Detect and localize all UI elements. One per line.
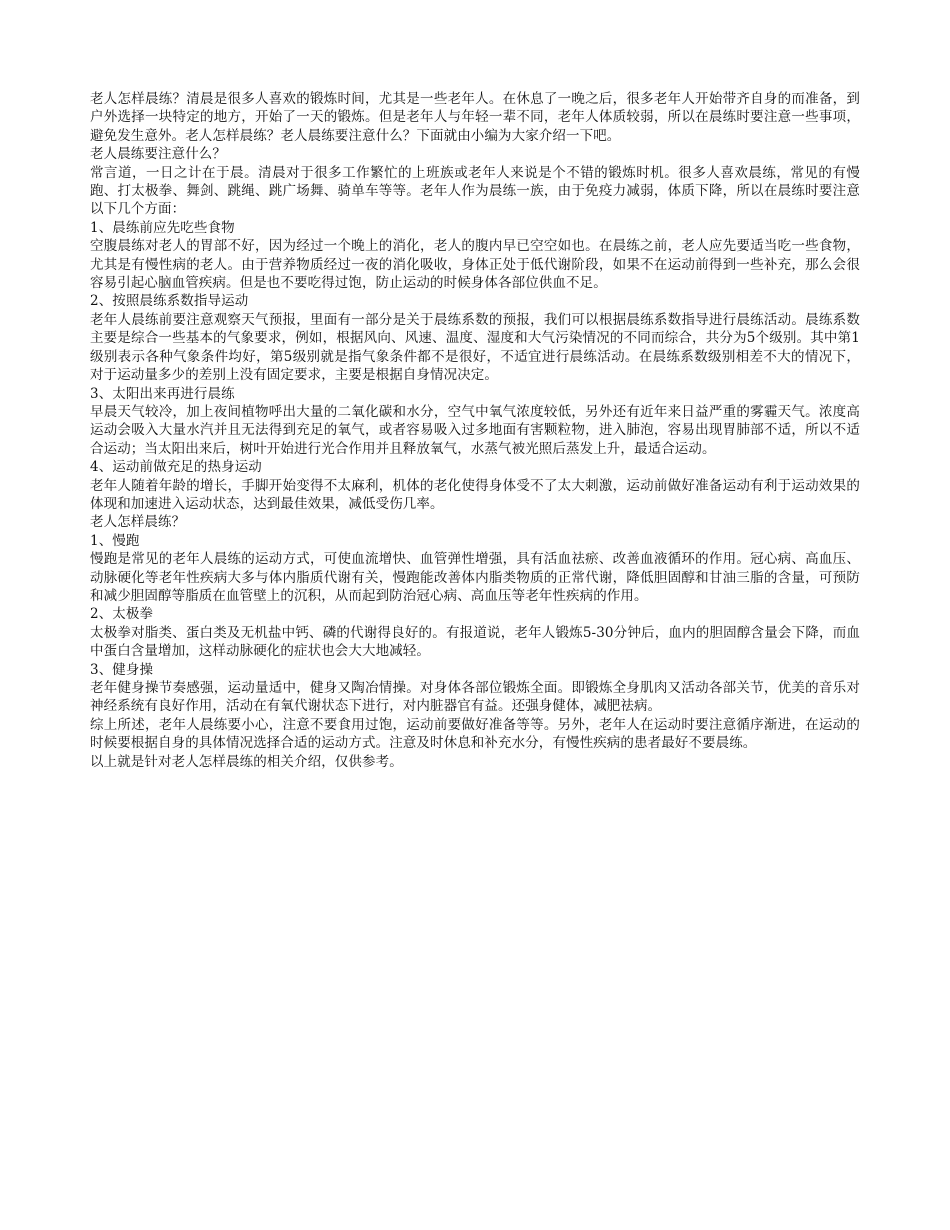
subheading-eat-before: 1、晨练前应先吃些食物 [90,219,235,236]
subheading-fitness-exercise: 3、健身操 [90,661,154,678]
fitness-exercise-paragraph: 老年健身操节奏感强，运动量适中，健身又陶冶情操。对身体各部位锻炼全面。即锻炼全身肌肉又活动各部关节，优美的音乐对神经系统有良好作用，活动在有氧代谢状态下进行，对内脏器官有益。还强身健体，减肥祛病。 [90,680,860,715]
subheading-warm-up: 4、运动前做充足的热身运动 [90,459,262,476]
precautions-intro-paragraph: 常言道，一日之计在于晨。清晨对于很多工作繁忙的上班族或老年人来说是个不错的锻炼时机。很多人喜欢晨练，常见的有慢跑、打太极拳、舞剑、跳绳、跳广场舞、骑单车等等。老年人作为晨练一族，由于免疫力减弱，体质下降，所以在晨练时要注意以下几个方面： [90,164,860,218]
subheading-after-sunrise: 3、太阳出来再进行晨练 [90,385,235,402]
subheading-exercise-index: 2、按照晨练系数指导运动 [90,293,249,310]
summary-paragraph: 综上所述，老年人晨练要小心，注意不要食用过饱，运动前要做好准备等等。另外，老年人在运动时要注意循序渐进，在运动的时候要根据自身的具体情况选择合适的运动方式。注意及时休息和补充水分，有慢性疾病的患者最好不要晨练。 [90,716,860,752]
tai-chi-paragraph: 太极拳对脂类、蛋白类及无机盐中钙、磷的代谢得良好的。有报道说，老年人锻炼5-30分钟后，血内的胆固醇含量会下降，而血中蛋白含量增加，这样动脉硬化的症状也会大大地减轻。 [90,624,860,660]
subheading-tai-chi: 2、太极拳 [90,606,154,623]
exercise-index-paragraph: 老年人晨练前要注意观察天气预报，里面有一部分是关于晨练系数的预报，我们可以根据晨练系数指导进行晨练活动。晨练系数主要是综合一些基本的气象要求，例如，根据风向、风速、温度、湿度和大气污染情况的不同而综合，共分为5个级别。其中第1级别表示各种气象条件均好，第5级别就是指气象条件都不是很好，不适宜进行晨练活动。在晨练系数级别相差不大的情况下，对于运动量多少的差别上没有固定要求，主要是根据自身情况决定。 [90,311,860,384]
after-sunrise-paragraph: 早晨天气较冷，加上夜间植物呼出大量的二氧化碳和水分，空气中氧气浓度较低，另外还有近年来日益严重的雾霾天气。浓度高运动会吸入大量水汽并且无法得到充足的氧气，或者容易吸入过多地面有害颗粒物，进入肺泡，容易出现胃肺部不适，所以不适合运动；当太阳出来后，树叶开始进行光合作用并且释放氧气，水蒸气被光照后蒸发上升，最适合运动。 [90,403,860,457]
closing-paragraph: 以上就是针对老人怎样晨练的相关介绍，仅供参考。 [90,753,403,770]
subheading-jogging: 1、慢跑 [90,532,140,549]
section-heading-how-to: 老人怎样晨练？ [90,514,186,531]
document-page [90,90,860,771]
section-heading-precautions: 老人晨练要注意什么？ [90,146,226,163]
warm-up-paragraph: 老年人随着年龄的增长，手脚开始变得不太麻利，机体的老化使得身体受不了太大刺激，运动前做好准备运动有利于运动效果的体现和加速进入运动状态，达到最佳效果，减低受伤几率。 [90,477,860,512]
eat-before-paragraph: 空腹晨练对老人的胃部不好，因为经过一个晚上的消化，老人的腹内早已空空如也。在晨练之前，老人应先要适当吃一些食物，尤其是有慢性病的老人。由于营养物质经过一夜的消化吸收，身体正处于低代谢阶段，如果不在运动前得到一些补充，那么会很容易引起心脑血管疾病。但是也不要吃得过饱，防止运动的时候身体各部位供血不足。 [90,238,860,292]
jogging-paragraph: 慢跑是常见的老年人晨练的运动方式，可使血流增快、血管弹性增强，具有活血祛瘀、改善血液循环的作用。冠心病、高血压、动脉硬化等老年性疾病大多与体内脂质代谢有关，慢跑能改善体内脂类物质的正常代谢，降低胆固醇和甘油三脂的含量，可预防和减少胆固醇等脂质在血管壁上的沉积，从而起到防治冠心病、高血压等老年性疾病的作用。 [90,551,860,604]
intro-paragraph: 老人怎样晨练？清晨是很多人喜欢的锻炼时间，尤其是一些老年人。在休息了一晚之后，很多老年人开始带齐自身的而准备，到户外选择一块特定的地方，开始了一天的锻炼。但是老年人与年轻一辈不同，老年人体质较弱，所以在晨练时要注意一些事项，避免发生意外。老人怎样晨练？老人晨练要注意什么？下面就由小编为大家介绍一下吧。 [90,91,860,144]
